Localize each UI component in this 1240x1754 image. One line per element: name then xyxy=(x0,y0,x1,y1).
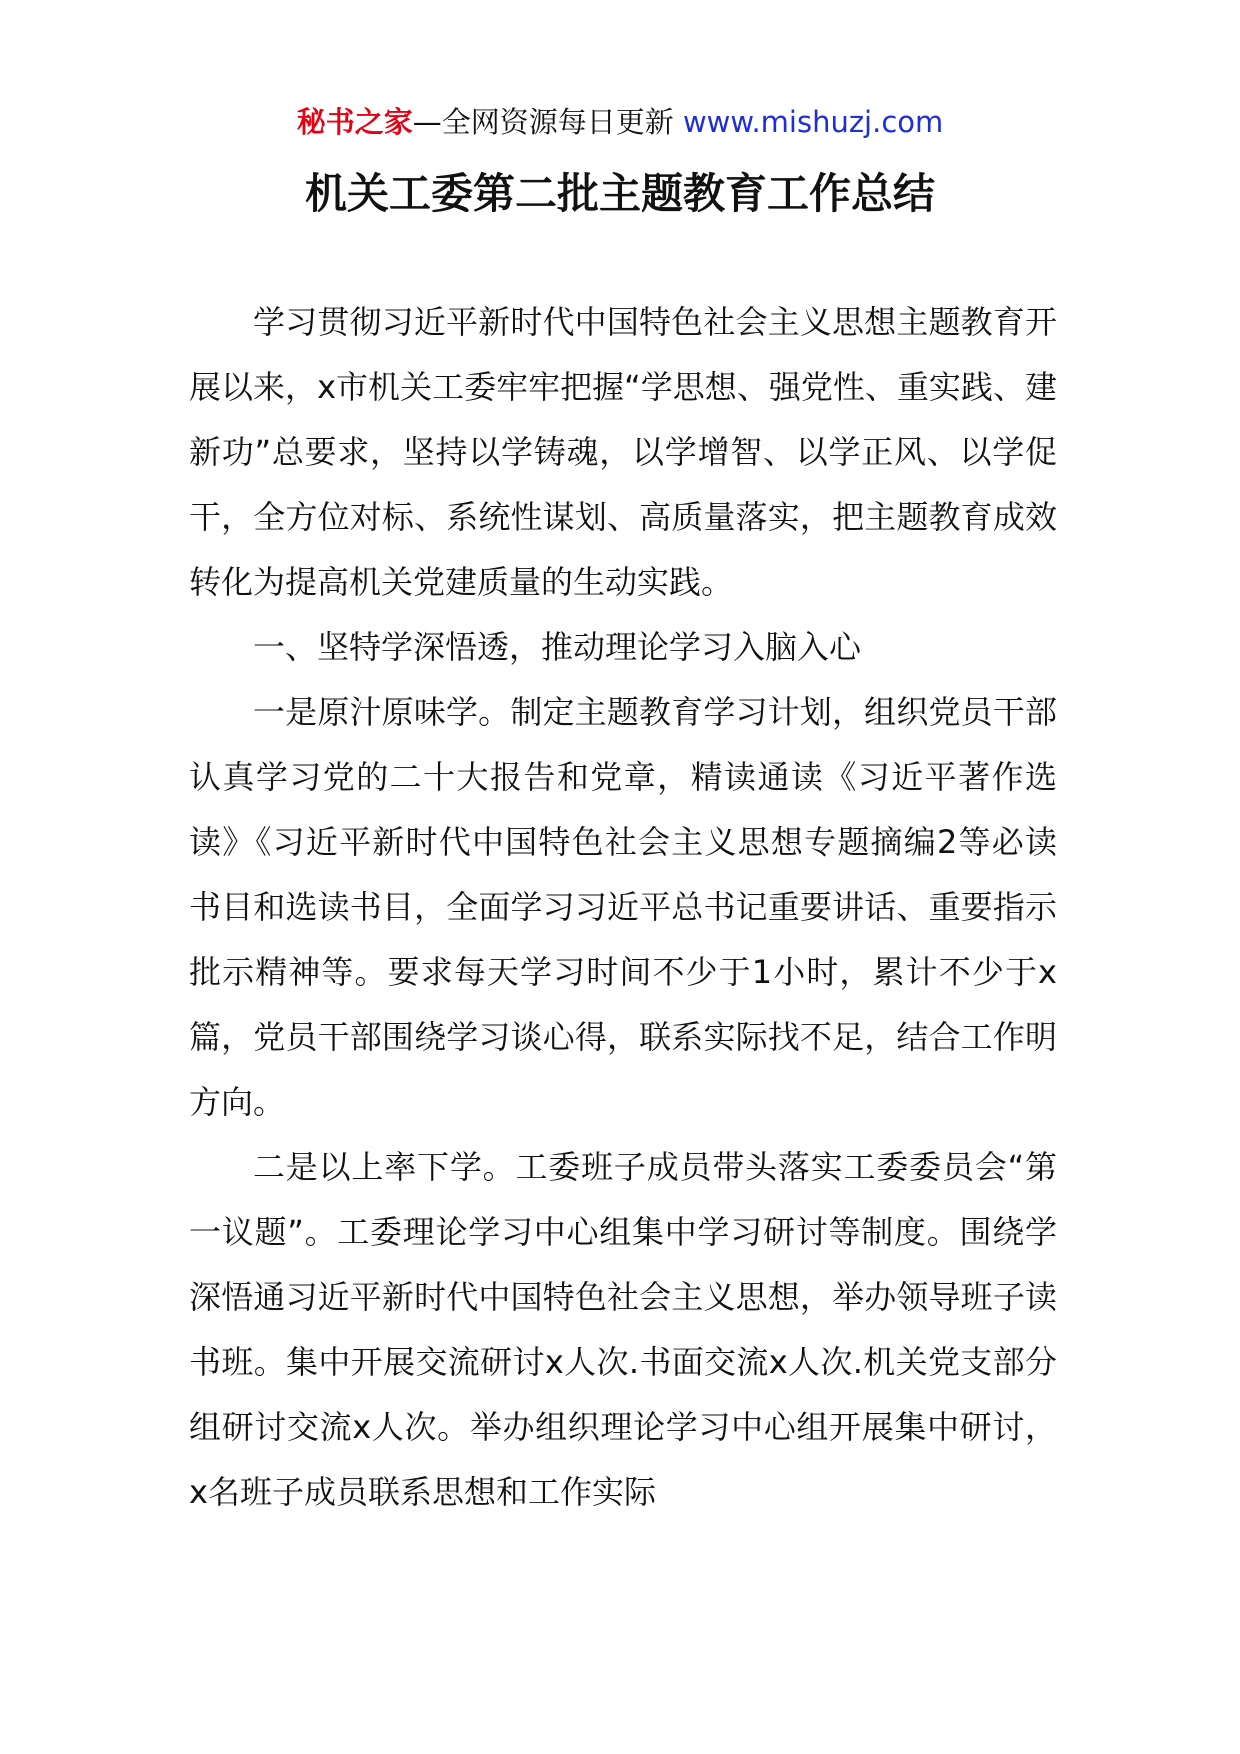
document-title: 机关工委第二批主题教育工作总结 xyxy=(304,169,935,218)
site-url-link[interactable]: www.mishuzj.com xyxy=(682,105,944,139)
brand-name: 秘书之家 xyxy=(296,105,413,139)
body-paragraph-1: 一是原汁原味学。制定主题教育学习计划，组织党员干部认真学习党的二十大报告和党章，精读通读《习近平著作选读》《习近平新时代中国特色社会主义思想专题摘编2等必读书目和选读书目，全面学习习近平总书记重要讲话、重要指示批示精神等。要求每天学习时间不少于1小时，累计不少于x篇，党员干部围绕学习谈心得，联系实际找不足，结合工作明方向。 xyxy=(189,693,1057,1121)
site-header xyxy=(0,100,1240,144)
section-heading-1: 一、坚特学深悟透，推动理论学习入脑入心 xyxy=(253,628,862,666)
intro-paragraph: 学习贯彻习近平新时代中国特色社会主义思想主题教育开展以来，x市机关工委牢牢把握“学思想、强党性、重实践、建新功”总要求，坚持以学铸魂，以学增智、以学正风、以学促干，全方位对标、系统性谋划、高质量落实，把主题教育成效转化为提高机关党建质量的生动实践。 xyxy=(189,303,1057,601)
document-body xyxy=(189,290,1057,1525)
body-paragraph-2: 二是以上率下学。工委班子成员带头落实工委委员会“第一议题”。工委理论学习中心组集中学习研讨等制度。围绕学深悟通习近平新时代中国特色社会主义思想，举办领导班子读书班。集中开展交流研讨x人次.书面交流x人次.机关党支部分组研讨交流x人次。举办组织理论学习中心组开展集中研讨，x名班子成员联系思想和工作实际 xyxy=(189,1148,1057,1511)
header-tagline: —全网资源每日更新 xyxy=(412,105,674,139)
